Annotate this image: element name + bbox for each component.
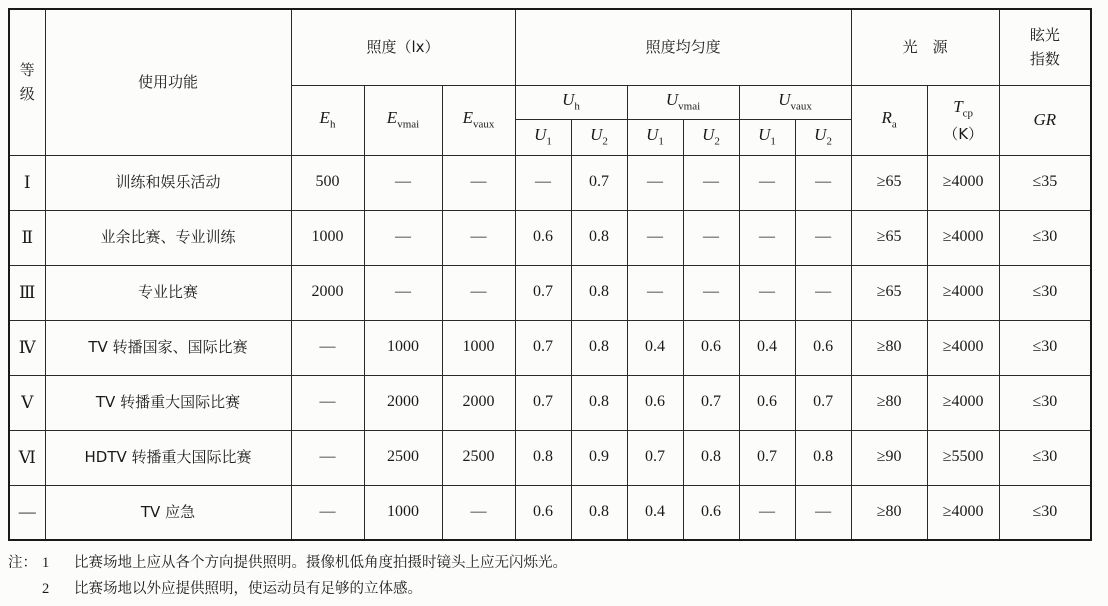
value-cell: ≤30 [999, 265, 1091, 320]
function-cell: HDTV 转播重大国际比赛 [45, 430, 291, 485]
table-row [9, 265, 1091, 320]
value-cell: 0.7 [515, 320, 571, 375]
value-cell: — [795, 265, 851, 320]
value-cell: — [683, 265, 739, 320]
table-row [9, 155, 1091, 210]
grade-cell: Ⅳ [9, 320, 45, 375]
header-light-source: 光 源 [851, 9, 999, 85]
function-cell: 训练和娱乐活动 [45, 155, 291, 210]
grade-cell: Ⅴ [9, 375, 45, 430]
header-Evmai: $E_{vmai}$ [364, 85, 442, 155]
value-cell: — [739, 155, 795, 210]
value-cell: — [627, 210, 683, 265]
header-Uh-U1: $U_1$ [515, 119, 571, 155]
value-cell: 0.8 [515, 430, 571, 485]
header-grade-text: 等级 [19, 61, 35, 104]
value-cell: ≥4000 [927, 265, 999, 320]
value-cell: 0.7 [739, 430, 795, 485]
value-cell: 0.7 [627, 430, 683, 485]
header-glare-text: 眩光指数 [1029, 26, 1060, 69]
table-row [9, 485, 1091, 540]
value-cell: ≥4000 [927, 320, 999, 375]
value-cell: ≥4000 [927, 210, 999, 265]
header-Uvaux-U1: $U_1$ [739, 119, 795, 155]
value-cell: ≥65 [851, 265, 927, 320]
value-cell: — [364, 265, 442, 320]
value-cell: 1000 [291, 210, 364, 265]
value-cell: — [739, 485, 795, 540]
value-cell: — [739, 210, 795, 265]
header-Uh: $U_h$ [515, 85, 627, 119]
value-cell: 0.8 [683, 430, 739, 485]
value-cell: — [442, 210, 515, 265]
value-cell: 0.6 [683, 485, 739, 540]
grade-cell: Ⅲ [9, 265, 45, 320]
value-cell: — [683, 155, 739, 210]
value-cell: ≤30 [999, 320, 1091, 375]
note-number: 1 [42, 555, 50, 571]
value-cell: — [683, 210, 739, 265]
value-cell: 2000 [291, 265, 364, 320]
value-cell: ≥80 [851, 375, 927, 430]
header-uniformity: 照度均匀度 [515, 9, 851, 85]
value-cell: ≤30 [999, 430, 1091, 485]
grade-cell: Ⅵ [9, 430, 45, 485]
header-Tcp: $T_{cp}$ （K） [927, 85, 999, 155]
value-cell: 0.6 [795, 320, 851, 375]
value-cell: 2500 [364, 430, 442, 485]
header-Uvmai-U1: $U_1$ [627, 119, 683, 155]
function-cell: 业余比赛、专业训练 [45, 210, 291, 265]
value-cell: 0.6 [739, 375, 795, 430]
grade-cell: Ⅱ [9, 210, 45, 265]
grade-cell: — [9, 485, 45, 540]
value-cell: ≥5500 [927, 430, 999, 485]
grade-cell: Ⅰ [9, 155, 45, 210]
header-GR: GR [999, 85, 1091, 155]
value-cell: 0.6 [515, 485, 571, 540]
table-row [9, 210, 1091, 265]
value-cell: 0.8 [571, 265, 627, 320]
value-cell: 0.6 [515, 210, 571, 265]
value-cell: 0.7 [683, 375, 739, 430]
table-row [9, 430, 1091, 485]
note-item [8, 550, 567, 576]
function-cell: TV 应急 [45, 485, 291, 540]
value-cell: ≥4000 [927, 155, 999, 210]
value-cell: 0.4 [739, 320, 795, 375]
value-cell: — [795, 155, 851, 210]
value-cell: 2000 [364, 375, 442, 430]
value-cell: ≥80 [851, 485, 927, 540]
value-cell: ≤35 [999, 155, 1091, 210]
value-cell: 0.8 [795, 430, 851, 485]
value-cell: — [291, 430, 364, 485]
value-cell: — [627, 265, 683, 320]
value-cell: 0.8 [571, 375, 627, 430]
table-row [9, 320, 1091, 375]
value-cell: 0.9 [571, 430, 627, 485]
value-cell: 2000 [442, 375, 515, 430]
value-cell: — [291, 320, 364, 375]
value-cell: — [442, 265, 515, 320]
value-cell: — [364, 155, 442, 210]
value-cell: ≥65 [851, 210, 927, 265]
note-number: 2 [42, 581, 50, 597]
note-text: 比赛场地上应从各个方向提供照明。摄像机低角度拍摄时镜头上应无闪烁光。 [74, 555, 567, 571]
value-cell: — [795, 210, 851, 265]
value-cell: 0.7 [515, 265, 571, 320]
value-cell: ≥4000 [927, 375, 999, 430]
value-cell: ≥4000 [927, 485, 999, 540]
header-Uvaux-U2: $U_2$ [795, 119, 851, 155]
value-cell: — [739, 265, 795, 320]
value-cell: ≥65 [851, 155, 927, 210]
value-cell: ≤30 [999, 210, 1091, 265]
note-text: 比赛场地以外应提供照明，使运动员有足够的立体感。 [74, 581, 422, 597]
table-notes [8, 550, 567, 602]
value-cell: 0.7 [795, 375, 851, 430]
value-cell: — [515, 155, 571, 210]
value-cell: 0.6 [683, 320, 739, 375]
value-cell: 1000 [364, 485, 442, 540]
value-cell: 500 [291, 155, 364, 210]
header-function: 使用功能 [45, 9, 291, 155]
value-cell: — [364, 210, 442, 265]
lighting-standard-table [8, 8, 1092, 541]
value-cell: 0.4 [627, 485, 683, 540]
function-cell: TV 转播重大国际比赛 [45, 375, 291, 430]
value-cell: 2500 [442, 430, 515, 485]
header-Tcp-unit: （K） [943, 124, 984, 143]
header-Uvaux: $U_{vaux}$ [739, 85, 851, 119]
header-Uvmai: $U_{vmai}$ [627, 85, 739, 119]
header-Uvmai-U2: $U_2$ [683, 119, 739, 155]
value-cell: 0.8 [571, 210, 627, 265]
header-glare [999, 9, 1091, 85]
value-cell: — [627, 155, 683, 210]
value-cell: 1000 [364, 320, 442, 375]
table-row [9, 375, 1091, 430]
value-cell: 0.6 [627, 375, 683, 430]
value-cell: 1000 [442, 320, 515, 375]
function-cell: TV 转播国家、国际比赛 [45, 320, 291, 375]
value-cell: 0.8 [571, 320, 627, 375]
header-Eh: $E_h$ [291, 85, 364, 155]
value-cell: 0.7 [515, 375, 571, 430]
value-cell: 0.7 [571, 155, 627, 210]
value-cell: — [442, 485, 515, 540]
value-cell: ≥80 [851, 320, 927, 375]
value-cell: 0.8 [571, 485, 627, 540]
header-row-1 [9, 9, 1091, 85]
value-cell: — [291, 375, 364, 430]
value-cell: — [442, 155, 515, 210]
header-Evaux: $E_{vaux}$ [442, 85, 515, 155]
header-grade [9, 9, 45, 155]
value-cell: ≤30 [999, 485, 1091, 540]
note-item [8, 576, 567, 602]
value-cell: ≥90 [851, 430, 927, 485]
value-cell: ≤30 [999, 375, 1091, 430]
header-Uh-U2: $U_2$ [571, 119, 627, 155]
lighting-standard-table-container [8, 8, 1090, 541]
note-prefix: 注： [8, 555, 37, 571]
function-cell: 专业比赛 [45, 265, 291, 320]
value-cell: — [291, 485, 364, 540]
value-cell: — [795, 485, 851, 540]
header-Ra: $R_a$ [851, 85, 927, 155]
header-illuminance: 照度（lx） [291, 9, 515, 85]
value-cell: 0.4 [627, 320, 683, 375]
